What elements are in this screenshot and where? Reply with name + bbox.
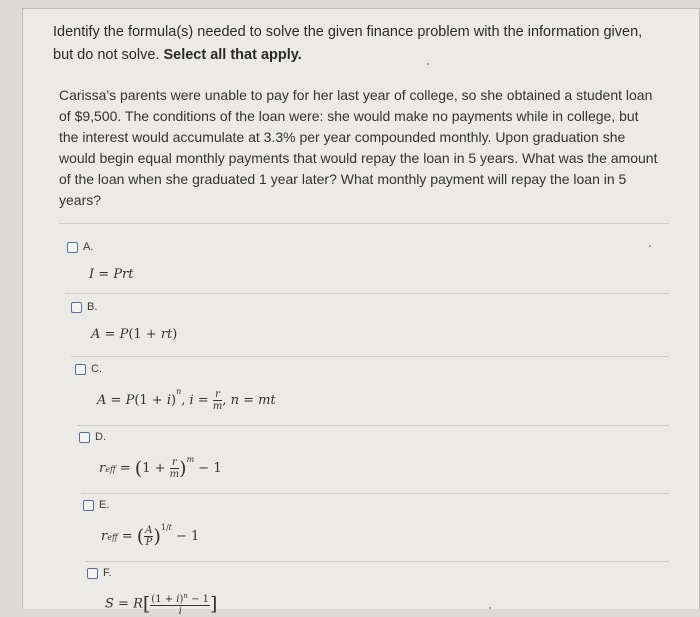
formula-e: reff = ( $\frac{A}{P}$ )$^{1/t}$ − 1 xyxy=(101,523,200,548)
divider xyxy=(85,561,669,562)
option-f[interactable] xyxy=(87,567,112,579)
option-c[interactable] xyxy=(75,363,102,375)
instruction-text xyxy=(53,21,663,67)
option-c-label: C. xyxy=(91,363,102,375)
formula-c: $A = P(1 + i)^n$, i = $\frac{r}{m}$ , n = mt xyxy=(97,387,276,412)
option-d-label: D. xyxy=(95,431,106,443)
checkbox-e[interactable] xyxy=(83,500,94,511)
checkbox-a[interactable] xyxy=(67,242,78,253)
formula-f: S = R[ $\frac{(1 + i)^n - 1}{i}$ ] xyxy=(105,592,218,617)
divider xyxy=(59,223,669,224)
problem-statement: Carissa's parents were unable to pay for her last year of college, so she obtained a student loan of $9,500. The conditions of the loan were: she would make no payments while in college, but the interest would accumulate at 3.3% per year compounded monthly. Upon graduation she would begin equal monthly payments that would repay the loan in 5 years. What was the amount of the loan when she graduated 1 year later? What monthly payment will repay the loan in 5 years? xyxy=(59,87,658,208)
divider xyxy=(77,425,669,426)
decorative-dot xyxy=(649,245,651,247)
checkbox-b[interactable] xyxy=(71,302,82,313)
checkbox-d[interactable] xyxy=(79,432,90,443)
option-f-label: F. xyxy=(103,567,112,579)
formula-d: reff = (1 + $\frac{r}{m}$ )$^m$ − 1 xyxy=(99,455,222,480)
divider xyxy=(81,493,669,494)
option-d[interactable] xyxy=(79,431,106,443)
divider xyxy=(71,356,669,357)
option-a-label: A. xyxy=(83,241,94,253)
instruction-emphasis: Select all that apply. xyxy=(163,47,302,63)
decorative-dot xyxy=(489,607,491,609)
checkbox-f[interactable] xyxy=(87,568,98,579)
checkbox-c[interactable] xyxy=(75,364,86,375)
option-e-label: E. xyxy=(99,499,110,511)
option-b[interactable] xyxy=(71,301,97,313)
formula-b: A = P(1 + rt) xyxy=(91,327,178,342)
divider xyxy=(65,293,669,294)
option-b-label: B. xyxy=(87,301,98,313)
decorative-dot xyxy=(427,63,429,65)
option-e[interactable] xyxy=(83,499,109,511)
instruction-main: Identify the formula(s) needed to solve the given finance problem with the information given, but do not solve. xyxy=(53,24,643,63)
formula-a: I = Prt xyxy=(89,267,134,282)
option-a[interactable] xyxy=(67,241,93,253)
question-panel xyxy=(22,8,700,617)
